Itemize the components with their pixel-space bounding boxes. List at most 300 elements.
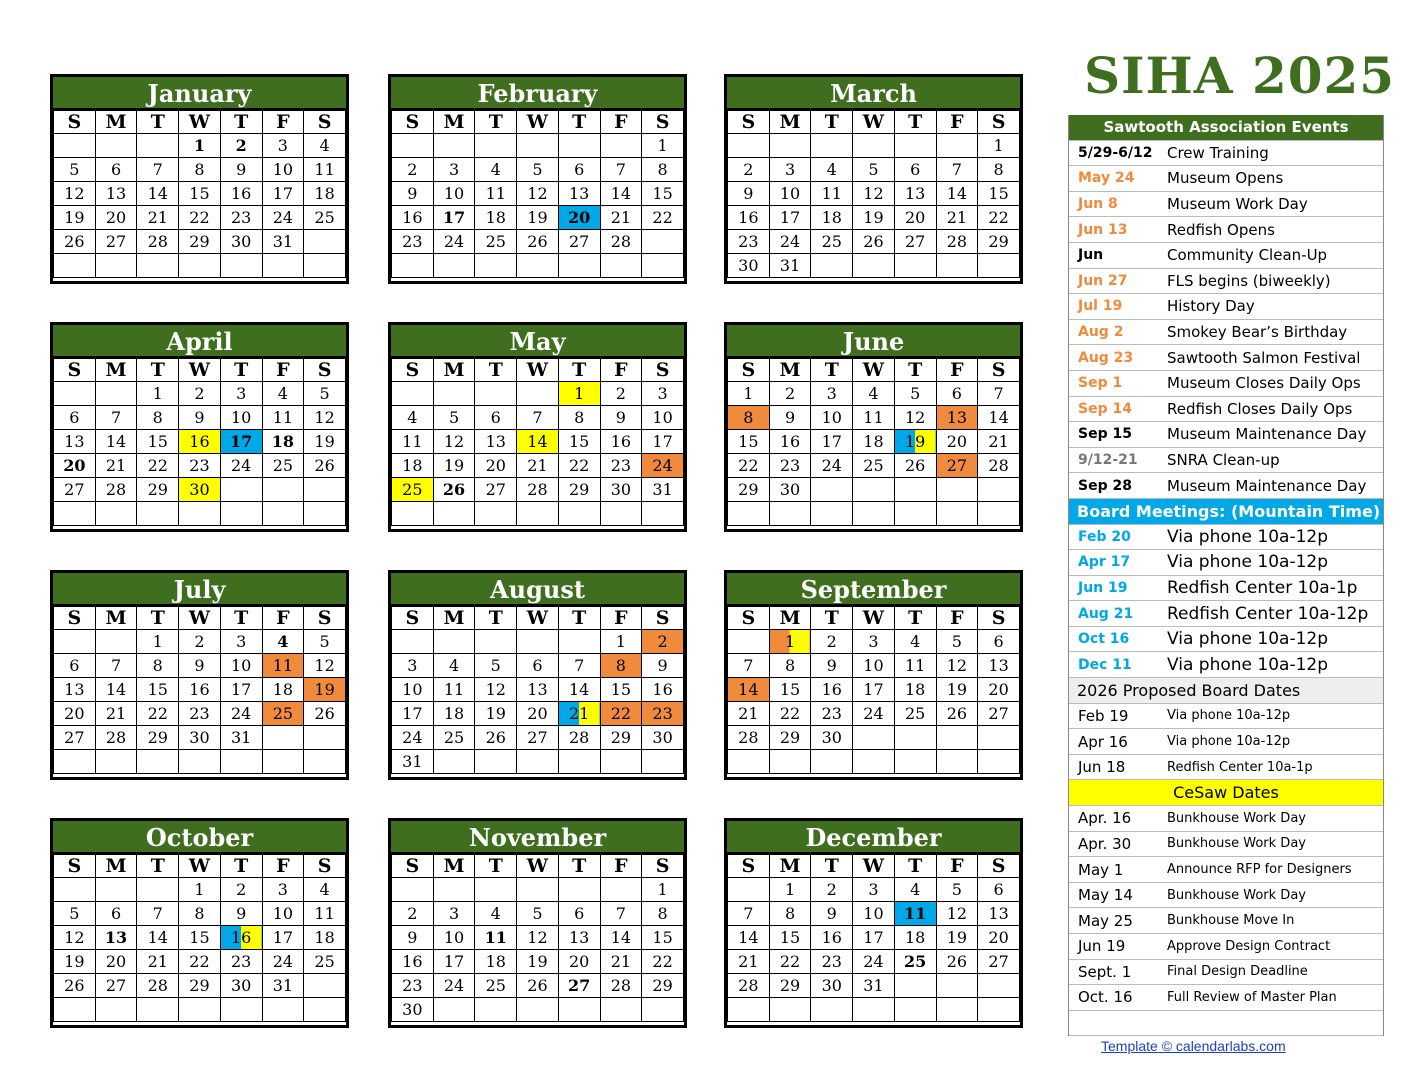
day-cell[interactable]: 3 xyxy=(642,382,684,406)
day-cell[interactable]: 3 xyxy=(433,902,475,926)
day-cell[interactable]: 21 xyxy=(137,950,179,974)
day-cell[interactable]: 25 xyxy=(894,702,936,726)
day-cell[interactable]: 25 xyxy=(853,454,895,478)
day-cell[interactable]: 14 xyxy=(728,926,770,950)
day-cell[interactable]: 2 xyxy=(769,382,811,406)
day-cell[interactable]: 11 xyxy=(853,406,895,430)
day-cell[interactable]: 19 xyxy=(433,454,475,478)
day-cell[interactable]: 27 xyxy=(558,230,600,254)
day-cell[interactable]: 13 xyxy=(936,406,978,430)
day-cell[interactable]: 25 xyxy=(262,702,304,726)
day-cell[interactable]: 18 xyxy=(894,678,936,702)
day-cell[interactable]: 29 xyxy=(978,230,1020,254)
day-cell[interactable]: 9 xyxy=(811,902,853,926)
day-cell[interactable]: 4 xyxy=(475,158,517,182)
day-cell[interactable]: 7 xyxy=(936,158,978,182)
day-cell[interactable]: 31 xyxy=(853,974,895,998)
day-cell[interactable]: 17 xyxy=(853,678,895,702)
day-cell[interactable]: 29 xyxy=(558,478,600,502)
day-cell[interactable]: 25 xyxy=(475,974,517,998)
day-cell[interactable]: 25 xyxy=(811,230,853,254)
day-cell[interactable]: 23 xyxy=(392,230,434,254)
day-cell[interactable]: 8 xyxy=(642,158,684,182)
day-cell[interactable]: 13 xyxy=(475,430,517,454)
day-cell[interactable]: 3 xyxy=(392,654,434,678)
day-cell[interactable]: 30 xyxy=(769,478,811,502)
day-cell[interactable]: 21 xyxy=(728,950,770,974)
day-cell[interactable]: 13 xyxy=(54,430,96,454)
day-cell[interactable]: 10 xyxy=(262,158,304,182)
day-cell[interactable]: 8 xyxy=(179,158,221,182)
day-cell[interactable]: 7 xyxy=(978,382,1020,406)
day-cell[interactable]: 11 xyxy=(304,902,346,926)
day-cell[interactable]: 4 xyxy=(304,134,346,158)
day-cell[interactable]: 23 xyxy=(728,230,770,254)
day-cell[interactable]: 4 xyxy=(304,878,346,902)
day-cell[interactable]: 30 xyxy=(179,726,221,750)
day-cell[interactable]: 21 xyxy=(95,454,137,478)
day-cell[interactable]: 20 xyxy=(558,950,600,974)
day-cell[interactable]: 28 xyxy=(728,726,770,750)
day-cell[interactable]: 31 xyxy=(642,478,684,502)
day-cell[interactable]: 28 xyxy=(600,974,642,998)
day-cell[interactable]: 14 xyxy=(517,430,559,454)
day-cell[interactable]: 21 xyxy=(978,430,1020,454)
day-cell[interactable]: 23 xyxy=(392,974,434,998)
day-cell[interactable]: 9 xyxy=(728,182,770,206)
day-cell[interactable]: 31 xyxy=(220,726,262,750)
day-cell[interactable]: 13 xyxy=(978,654,1020,678)
day-cell[interactable]: 30 xyxy=(642,726,684,750)
day-cell[interactable]: 8 xyxy=(978,158,1020,182)
day-cell[interactable]: 29 xyxy=(642,974,684,998)
day-cell[interactable]: 26 xyxy=(936,950,978,974)
day-cell[interactable]: 11 xyxy=(475,926,517,950)
day-cell[interactable]: 26 xyxy=(433,478,475,502)
day-cell[interactable]: 18 xyxy=(262,430,304,454)
day-cell[interactable]: 22 xyxy=(642,206,684,230)
day-cell[interactable]: 24 xyxy=(262,950,304,974)
day-cell[interactable]: 8 xyxy=(179,902,221,926)
day-cell[interactable]: 21 xyxy=(137,206,179,230)
day-cell[interactable]: 3 xyxy=(433,158,475,182)
day-cell[interactable]: 22 xyxy=(558,454,600,478)
template-credit-link[interactable]: Template © calendarlabs.com xyxy=(1101,1038,1286,1054)
day-cell[interactable]: 5 xyxy=(54,902,96,926)
day-cell[interactable]: 11 xyxy=(304,158,346,182)
day-cell[interactable]: 22 xyxy=(769,702,811,726)
day-cell[interactable]: 5 xyxy=(475,654,517,678)
day-cell[interactable]: 5 xyxy=(936,878,978,902)
day-cell[interactable]: 7 xyxy=(95,654,137,678)
day-cell[interactable]: 25 xyxy=(894,950,936,974)
day-cell[interactable]: 6 xyxy=(558,902,600,926)
day-cell[interactable]: 10 xyxy=(262,902,304,926)
day-cell[interactable]: 4 xyxy=(894,878,936,902)
day-cell[interactable]: 13 xyxy=(95,926,137,950)
day-cell[interactable]: 8 xyxy=(769,902,811,926)
day-cell[interactable]: 2 xyxy=(811,878,853,902)
day-cell[interactable]: 14 xyxy=(558,678,600,702)
day-cell[interactable]: 1 xyxy=(769,630,811,654)
day-cell[interactable]: 5 xyxy=(433,406,475,430)
day-cell[interactable]: 22 xyxy=(179,206,221,230)
day-cell[interactable]: 6 xyxy=(894,158,936,182)
day-cell[interactable]: 9 xyxy=(769,406,811,430)
day-cell[interactable]: 14 xyxy=(600,182,642,206)
day-cell[interactable]: 26 xyxy=(517,974,559,998)
day-cell[interactable]: 29 xyxy=(137,478,179,502)
day-cell[interactable]: 19 xyxy=(304,678,346,702)
day-cell[interactable]: 6 xyxy=(95,902,137,926)
day-cell[interactable]: 30 xyxy=(220,974,262,998)
day-cell[interactable]: 1 xyxy=(558,382,600,406)
day-cell[interactable]: 13 xyxy=(558,926,600,950)
day-cell[interactable]: 11 xyxy=(262,406,304,430)
day-cell[interactable]: 28 xyxy=(978,454,1020,478)
day-cell[interactable]: 8 xyxy=(642,902,684,926)
day-cell[interactable]: 18 xyxy=(392,454,434,478)
day-cell[interactable]: 2 xyxy=(220,134,262,158)
day-cell[interactable]: 21 xyxy=(600,950,642,974)
day-cell[interactable]: 8 xyxy=(137,406,179,430)
day-cell[interactable]: 7 xyxy=(600,158,642,182)
day-cell[interactable]: 20 xyxy=(95,206,137,230)
day-cell[interactable]: 15 xyxy=(137,678,179,702)
day-cell[interactable]: 8 xyxy=(137,654,179,678)
day-cell[interactable]: 28 xyxy=(137,230,179,254)
day-cell[interactable]: 14 xyxy=(137,926,179,950)
day-cell[interactable]: 7 xyxy=(137,158,179,182)
day-cell[interactable]: 16 xyxy=(811,678,853,702)
day-cell[interactable]: 18 xyxy=(262,678,304,702)
day-cell[interactable]: 29 xyxy=(137,726,179,750)
day-cell[interactable]: 18 xyxy=(475,950,517,974)
day-cell[interactable]: 27 xyxy=(978,702,1020,726)
day-cell[interactable]: 9 xyxy=(179,406,221,430)
day-cell[interactable]: 2 xyxy=(811,630,853,654)
day-cell[interactable]: 19 xyxy=(304,430,346,454)
day-cell[interactable]: 21 xyxy=(728,702,770,726)
day-cell[interactable]: 4 xyxy=(392,406,434,430)
day-cell[interactable]: 9 xyxy=(220,902,262,926)
day-cell[interactable]: 31 xyxy=(262,230,304,254)
day-cell[interactable]: 5 xyxy=(304,382,346,406)
day-cell[interactable]: 24 xyxy=(769,230,811,254)
day-cell[interactable]: 15 xyxy=(978,182,1020,206)
day-cell[interactable]: 12 xyxy=(936,902,978,926)
day-cell[interactable]: 28 xyxy=(728,974,770,998)
day-cell[interactable]: 15 xyxy=(769,926,811,950)
day-cell[interactable]: 24 xyxy=(642,454,684,478)
day-cell[interactable]: 5 xyxy=(54,158,96,182)
day-cell[interactable]: 4 xyxy=(811,158,853,182)
day-cell[interactable]: 1 xyxy=(137,630,179,654)
day-cell[interactable]: 8 xyxy=(558,406,600,430)
day-cell[interactable]: 1 xyxy=(137,382,179,406)
day-cell[interactable]: 12 xyxy=(54,926,96,950)
day-cell[interactable]: 18 xyxy=(811,206,853,230)
day-cell[interactable]: 2 xyxy=(392,158,434,182)
day-cell[interactable]: 2 xyxy=(600,382,642,406)
day-cell[interactable]: 6 xyxy=(475,406,517,430)
day-cell[interactable]: 16 xyxy=(392,206,434,230)
day-cell[interactable]: 20 xyxy=(475,454,517,478)
day-cell[interactable]: 4 xyxy=(894,630,936,654)
day-cell[interactable]: 28 xyxy=(95,478,137,502)
day-cell[interactable]: 17 xyxy=(433,950,475,974)
day-cell[interactable]: 8 xyxy=(728,406,770,430)
day-cell[interactable]: 31 xyxy=(262,974,304,998)
day-cell[interactable]: 11 xyxy=(811,182,853,206)
day-cell[interactable]: 25 xyxy=(262,454,304,478)
day-cell[interactable]: 19 xyxy=(936,678,978,702)
day-cell[interactable]: 1 xyxy=(728,382,770,406)
day-cell[interactable]: 3 xyxy=(769,158,811,182)
day-cell[interactable]: 9 xyxy=(220,158,262,182)
day-cell[interactable]: 9 xyxy=(600,406,642,430)
day-cell[interactable]: 12 xyxy=(894,406,936,430)
day-cell[interactable]: 24 xyxy=(853,702,895,726)
day-cell[interactable]: 10 xyxy=(392,678,434,702)
day-cell[interactable]: 12 xyxy=(54,182,96,206)
day-cell[interactable]: 20 xyxy=(517,702,559,726)
day-cell[interactable]: 6 xyxy=(978,878,1020,902)
day-cell[interactable]: 16 xyxy=(220,182,262,206)
day-cell[interactable]: 7 xyxy=(137,902,179,926)
day-cell[interactable]: 10 xyxy=(433,926,475,950)
day-cell[interactable]: 26 xyxy=(517,230,559,254)
day-cell[interactable]: 3 xyxy=(220,630,262,654)
day-cell[interactable]: 25 xyxy=(304,950,346,974)
day-cell[interactable]: 23 xyxy=(769,454,811,478)
day-cell[interactable]: 4 xyxy=(853,382,895,406)
day-cell[interactable]: 2 xyxy=(392,902,434,926)
day-cell[interactable]: 3 xyxy=(811,382,853,406)
day-cell[interactable]: 25 xyxy=(475,230,517,254)
day-cell[interactable]: 12 xyxy=(853,182,895,206)
day-cell[interactable]: 6 xyxy=(978,630,1020,654)
day-cell[interactable]: 18 xyxy=(304,182,346,206)
day-cell[interactable]: 12 xyxy=(304,406,346,430)
day-cell[interactable]: 31 xyxy=(392,750,434,774)
day-cell[interactable]: 21 xyxy=(936,206,978,230)
day-cell[interactable]: 28 xyxy=(558,726,600,750)
day-cell[interactable]: 26 xyxy=(475,726,517,750)
day-cell[interactable]: 12 xyxy=(304,654,346,678)
day-cell[interactable]: 23 xyxy=(811,702,853,726)
day-cell[interactable]: 4 xyxy=(262,630,304,654)
day-cell[interactable]: 3 xyxy=(262,878,304,902)
day-cell[interactable]: 10 xyxy=(769,182,811,206)
day-cell[interactable]: 14 xyxy=(978,406,1020,430)
day-cell[interactable]: 10 xyxy=(853,654,895,678)
day-cell[interactable]: 27 xyxy=(95,974,137,998)
day-cell[interactable]: 5 xyxy=(936,630,978,654)
day-cell[interactable]: 5 xyxy=(517,158,559,182)
day-cell[interactable]: 12 xyxy=(517,926,559,950)
day-cell[interactable]: 10 xyxy=(853,902,895,926)
day-cell[interactable]: 21 xyxy=(600,206,642,230)
day-cell[interactable]: 23 xyxy=(811,950,853,974)
day-cell[interactable]: 2 xyxy=(220,878,262,902)
day-cell[interactable]: 29 xyxy=(769,726,811,750)
day-cell[interactable]: 26 xyxy=(304,702,346,726)
day-cell[interactable]: 23 xyxy=(600,454,642,478)
day-cell[interactable]: 1 xyxy=(642,134,684,158)
day-cell[interactable]: 22 xyxy=(179,950,221,974)
day-cell[interactable]: 27 xyxy=(54,726,96,750)
day-cell[interactable]: 18 xyxy=(894,926,936,950)
day-cell[interactable]: 11 xyxy=(475,182,517,206)
day-cell[interactable]: 23 xyxy=(220,206,262,230)
day-cell[interactable]: 5 xyxy=(517,902,559,926)
day-cell[interactable]: 15 xyxy=(558,430,600,454)
day-cell[interactable]: 2 xyxy=(179,382,221,406)
day-cell[interactable]: 24 xyxy=(811,454,853,478)
day-cell[interactable]: 4 xyxy=(475,902,517,926)
day-cell[interactable]: 8 xyxy=(600,654,642,678)
day-cell[interactable]: 24 xyxy=(220,454,262,478)
day-cell[interactable]: 7 xyxy=(517,406,559,430)
day-cell[interactable]: 17 xyxy=(811,430,853,454)
day-cell[interactable]: 20 xyxy=(95,950,137,974)
day-cell[interactable]: 13 xyxy=(978,902,1020,926)
day-cell[interactable]: 10 xyxy=(433,182,475,206)
day-cell[interactable]: 22 xyxy=(978,206,1020,230)
day-cell[interactable]: 29 xyxy=(600,726,642,750)
day-cell[interactable]: 25 xyxy=(392,478,434,502)
day-cell[interactable]: 26 xyxy=(54,230,96,254)
day-cell[interactable]: 3 xyxy=(853,630,895,654)
day-cell[interactable]: 6 xyxy=(95,158,137,182)
day-cell[interactable]: 17 xyxy=(642,430,684,454)
day-cell[interactable]: 29 xyxy=(769,974,811,998)
day-cell[interactable]: 18 xyxy=(433,702,475,726)
day-cell[interactable]: 2 xyxy=(728,158,770,182)
day-cell[interactable]: 6 xyxy=(54,654,96,678)
day-cell[interactable]: 23 xyxy=(642,702,684,726)
day-cell[interactable]: 30 xyxy=(600,478,642,502)
day-cell[interactable]: 11 xyxy=(262,654,304,678)
day-cell[interactable]: 20 xyxy=(54,702,96,726)
day-cell[interactable]: 15 xyxy=(728,430,770,454)
day-cell[interactable]: 8 xyxy=(769,654,811,678)
day-cell[interactable]: 4 xyxy=(262,382,304,406)
day-cell[interactable]: 26 xyxy=(894,454,936,478)
day-cell[interactable]: 27 xyxy=(517,726,559,750)
day-cell[interactable]: 14 xyxy=(95,678,137,702)
day-cell[interactable]: 5 xyxy=(894,382,936,406)
day-cell[interactable]: 27 xyxy=(936,454,978,478)
day-cell[interactable]: 24 xyxy=(433,230,475,254)
day-cell[interactable]: 10 xyxy=(220,654,262,678)
day-cell[interactable]: 21 xyxy=(558,702,600,726)
day-cell[interactable]: 12 xyxy=(433,430,475,454)
day-cell[interactable]: 13 xyxy=(517,678,559,702)
day-cell[interactable]: 19 xyxy=(853,206,895,230)
day-cell[interactable]: 11 xyxy=(894,902,936,926)
day-cell[interactable]: 19 xyxy=(475,702,517,726)
day-cell[interactable]: 16 xyxy=(179,430,221,454)
day-cell[interactable]: 16 xyxy=(642,678,684,702)
day-cell[interactable]: 23 xyxy=(179,702,221,726)
day-cell[interactable]: 7 xyxy=(728,654,770,678)
day-cell[interactable]: 16 xyxy=(220,926,262,950)
day-cell[interactable]: 16 xyxy=(179,678,221,702)
day-cell[interactable]: 13 xyxy=(558,182,600,206)
day-cell[interactable]: 6 xyxy=(54,406,96,430)
day-cell[interactable]: 20 xyxy=(558,206,600,230)
day-cell[interactable]: 5 xyxy=(853,158,895,182)
day-cell[interactable]: 19 xyxy=(54,950,96,974)
day-cell[interactable]: 18 xyxy=(475,206,517,230)
day-cell[interactable]: 17 xyxy=(220,430,262,454)
day-cell[interactable]: 1 xyxy=(179,134,221,158)
day-cell[interactable]: 22 xyxy=(642,950,684,974)
day-cell[interactable]: 28 xyxy=(137,974,179,998)
day-cell[interactable]: 13 xyxy=(894,182,936,206)
day-cell[interactable]: 15 xyxy=(600,678,642,702)
day-cell[interactable]: 27 xyxy=(558,974,600,998)
day-cell[interactable]: 1 xyxy=(769,878,811,902)
day-cell[interactable]: 24 xyxy=(262,206,304,230)
day-cell[interactable]: 19 xyxy=(517,950,559,974)
day-cell[interactable]: 7 xyxy=(95,406,137,430)
day-cell[interactable]: 3 xyxy=(262,134,304,158)
day-cell[interactable]: 13 xyxy=(54,678,96,702)
day-cell[interactable]: 15 xyxy=(179,926,221,950)
day-cell[interactable]: 18 xyxy=(304,926,346,950)
day-cell[interactable]: 9 xyxy=(179,654,221,678)
day-cell[interactable]: 3 xyxy=(853,878,895,902)
day-cell[interactable]: 6 xyxy=(936,382,978,406)
day-cell[interactable]: 7 xyxy=(728,902,770,926)
day-cell[interactable]: 4 xyxy=(433,654,475,678)
day-cell[interactable]: 26 xyxy=(936,702,978,726)
day-cell[interactable]: 11 xyxy=(392,430,434,454)
day-cell[interactable]: 10 xyxy=(220,406,262,430)
day-cell[interactable]: 17 xyxy=(433,206,475,230)
day-cell[interactable]: 22 xyxy=(728,454,770,478)
day-cell[interactable]: 19 xyxy=(517,206,559,230)
day-cell[interactable]: 16 xyxy=(392,950,434,974)
day-cell[interactable]: 14 xyxy=(936,182,978,206)
day-cell[interactable]: 28 xyxy=(517,478,559,502)
day-cell[interactable]: 14 xyxy=(95,430,137,454)
day-cell[interactable]: 17 xyxy=(220,678,262,702)
day-cell[interactable]: 3 xyxy=(220,382,262,406)
day-cell[interactable]: 24 xyxy=(220,702,262,726)
day-cell[interactable]: 22 xyxy=(769,950,811,974)
day-cell[interactable]: 21 xyxy=(517,454,559,478)
day-cell[interactable]: 24 xyxy=(392,726,434,750)
day-cell[interactable]: 17 xyxy=(853,926,895,950)
day-cell[interactable]: 30 xyxy=(220,230,262,254)
day-cell[interactable]: 11 xyxy=(894,654,936,678)
day-cell[interactable]: 9 xyxy=(811,654,853,678)
day-cell[interactable]: 15 xyxy=(642,926,684,950)
day-cell[interactable]: 16 xyxy=(769,430,811,454)
day-cell[interactable]: 2 xyxy=(179,630,221,654)
day-cell[interactable]: 31 xyxy=(769,254,811,278)
day-cell[interactable]: 27 xyxy=(894,230,936,254)
day-cell[interactable]: 30 xyxy=(179,478,221,502)
day-cell[interactable]: 16 xyxy=(600,430,642,454)
day-cell[interactable]: 28 xyxy=(936,230,978,254)
day-cell[interactable]: 14 xyxy=(600,926,642,950)
day-cell[interactable]: 6 xyxy=(558,158,600,182)
